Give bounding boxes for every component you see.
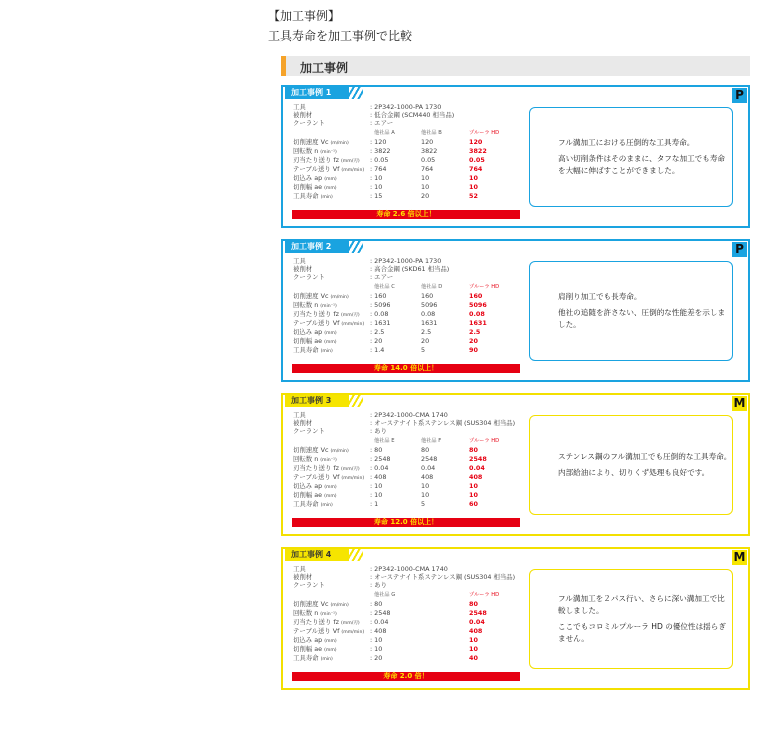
- value-competitor-1: : 2.5: [370, 328, 385, 336]
- value-plura-hd: 52: [469, 192, 478, 200]
- parameter-name: テーブル送り Vf: [293, 473, 340, 481]
- parameter-unit: (m/min): [330, 141, 349, 146]
- column-header: プルーラ HD: [469, 284, 500, 290]
- value-competitor-1: : 5096: [370, 301, 391, 309]
- value-plura-hd: 60: [469, 500, 478, 508]
- parameter-unit: (min⁻¹): [320, 458, 337, 463]
- comment-box: [529, 415, 733, 515]
- value-plura-hd: 120: [469, 138, 483, 146]
- value-plura-hd: 10: [469, 491, 478, 499]
- case-tag: 加工事例 2: [285, 241, 349, 253]
- value-plura-hd: 5096: [469, 301, 487, 309]
- value-competitor-2: 5: [421, 346, 426, 354]
- info-value: : オーステナイト系ステンレス鋼 (SUS304 相当品): [370, 573, 516, 581]
- column-header: 他社品 C: [374, 284, 395, 290]
- value-competitor-1: : 3822: [370, 147, 391, 155]
- parameter-name: テーブル送り Vf: [293, 165, 340, 173]
- result-banner: 寿命 2.0 倍！: [292, 672, 520, 681]
- info-label: 被削材: [293, 573, 313, 581]
- parameter-name: 回転数 n: [293, 301, 319, 309]
- column-header: プルーラ HD: [469, 592, 500, 598]
- value-plura-hd: 10: [469, 645, 478, 653]
- value-competitor-2: 0.05: [421, 156, 436, 164]
- case-card: [281, 239, 750, 382]
- value-competitor-2: 10: [421, 174, 430, 182]
- comment-text: 高い切削条件はそのままに、タフな加工でも寿命を大幅に伸ばすことができました。: [558, 154, 726, 175]
- value-competitor-2: 20: [421, 337, 430, 345]
- parameter-unit: (mm/刃): [340, 313, 360, 318]
- result-banner: 寿命 2.6 倍以上！: [292, 210, 520, 219]
- value-competitor-1: : 10: [370, 645, 383, 653]
- parameter-name: 切削幅 ae: [293, 491, 323, 499]
- comment-text: 他社の追随を許さない、圧倒的な性能差を示しました。: [558, 308, 726, 329]
- parameter-unit: (mm/min): [341, 476, 365, 481]
- info-value: : オーステナイト系ステンレス鋼 (SUS304 相当品): [370, 419, 516, 427]
- parameter-name: 切込み ap: [293, 328, 323, 336]
- info-value: : 2P342-1000-PA 1730: [370, 103, 442, 111]
- value-competitor-1: : 10: [370, 174, 383, 182]
- parameter-name: 刃当たり送り fz: [293, 310, 339, 318]
- value-competitor-1: : 0.08: [370, 310, 389, 318]
- value-competitor-1: : 408: [370, 473, 387, 481]
- parameter-unit: (min⁻¹): [320, 150, 337, 155]
- value-competitor-2: 1631: [421, 319, 438, 327]
- value-competitor-1: : 20: [370, 337, 383, 345]
- material-group-mark: P: [732, 88, 747, 103]
- parameter-label: [293, 500, 333, 510]
- column-header: プルーラ HD: [469, 438, 500, 444]
- parameter-label: [293, 192, 333, 202]
- parameter-unit: (min⁻¹): [320, 304, 337, 309]
- section-header: [281, 56, 750, 76]
- parameter-label: [293, 346, 333, 356]
- parameter-unit: (mm): [324, 485, 337, 490]
- value-plura-hd: 0.05: [469, 156, 485, 164]
- value-plura-hd: 3822: [469, 147, 487, 155]
- parameter-unit: (min): [320, 503, 333, 508]
- info-label: 工具: [293, 103, 306, 111]
- value-competitor-1: : 10: [370, 482, 383, 490]
- parameter-name: 刃当たり送り fz: [293, 156, 339, 164]
- parameter-name: 切削速度 Vc: [293, 600, 329, 608]
- value-competitor-1: : 408: [370, 627, 387, 635]
- page-subheading: 工具寿命を加工事例で比較: [268, 29, 413, 43]
- parameter-unit: (min): [320, 349, 333, 354]
- value-plura-hd: 2548: [469, 609, 487, 617]
- parameter-unit: (min): [320, 657, 333, 662]
- info-label: 工具: [293, 565, 306, 573]
- case-card: [281, 393, 750, 536]
- value-competitor-2: 5096: [421, 301, 438, 309]
- parameter-unit: (min): [320, 195, 333, 200]
- value-competitor-1: : 2548: [370, 609, 391, 617]
- parameter-unit: (m/min): [330, 449, 349, 454]
- tag-stripes: [341, 549, 363, 561]
- value-plura-hd: 160: [469, 292, 483, 300]
- value-competitor-2: 0.04: [421, 464, 436, 472]
- parameter-name: 回転数 n: [293, 609, 319, 617]
- value-competitor-1: : 764: [370, 165, 387, 173]
- parameter-unit: (min⁻¹): [320, 612, 337, 617]
- parameter-name: 工具寿命: [293, 192, 319, 200]
- parameter-unit: (mm/min): [341, 630, 365, 635]
- comment-text: 肩削り加工でも長寿命。: [558, 292, 642, 301]
- comment-text: ステンレス鋼のフル溝加工でも圧倒的な工具寿命。: [558, 452, 732, 461]
- value-plura-hd: 10: [469, 482, 478, 490]
- value-competitor-1: : 1631: [370, 319, 391, 327]
- tag-stripes: [341, 87, 363, 99]
- value-plura-hd: 10: [469, 174, 478, 182]
- page-heading: 【加工事例】: [268, 9, 341, 23]
- tag-stripes: [341, 241, 363, 253]
- case-tag: 加工事例 3: [285, 395, 349, 407]
- value-plura-hd: 408: [469, 627, 483, 635]
- value-plura-hd: 764: [469, 165, 483, 173]
- parameter-unit: (mm/刃): [340, 467, 360, 472]
- value-plura-hd: 10: [469, 183, 478, 191]
- parameter-unit: (mm): [324, 186, 337, 191]
- value-competitor-2: 2548: [421, 455, 438, 463]
- info-label: クーラント: [293, 581, 325, 589]
- parameter-name: 切削幅 ae: [293, 183, 323, 191]
- info-label: クーラント: [293, 119, 325, 127]
- value-competitor-1: : 2548: [370, 455, 391, 463]
- tag-stripes: [341, 395, 363, 407]
- value-plura-hd: 1631: [469, 319, 487, 327]
- value-competitor-1: : 10: [370, 491, 383, 499]
- value-competitor-2: 20: [421, 192, 430, 200]
- parameter-name: テーブル送り Vf: [293, 319, 340, 327]
- parameter-unit: (m/min): [330, 295, 349, 300]
- value-competitor-2: 10: [421, 491, 430, 499]
- parameter-name: テーブル送り Vf: [293, 627, 340, 635]
- value-competitor-1: : 10: [370, 636, 383, 644]
- case-card: [281, 85, 750, 228]
- info-value: : あり: [370, 581, 387, 589]
- parameter-name: 切削幅 ae: [293, 337, 323, 345]
- value-competitor-1: : 80: [370, 446, 383, 454]
- material-group-mark: M: [733, 550, 746, 564]
- parameter-name: 回転数 n: [293, 147, 319, 155]
- info-value: : 高合金鋼 (SKD61 相当品): [370, 265, 450, 273]
- parameter-unit: (mm/min): [341, 322, 365, 327]
- parameter-unit: (mm/刃): [340, 621, 360, 626]
- value-competitor-2: 408: [421, 473, 434, 481]
- info-label: クーラント: [293, 273, 325, 281]
- value-competitor-2: 0.08: [421, 310, 436, 318]
- value-competitor-2: 160: [421, 292, 434, 300]
- column-header: 他社品 A: [374, 130, 395, 136]
- parameter-name: 切込み ap: [293, 174, 323, 182]
- parameter-unit: (mm): [324, 648, 337, 653]
- column-header: 他社品 D: [421, 284, 443, 290]
- parameter-unit: (mm): [324, 331, 337, 336]
- value-competitor-2: 764: [421, 165, 434, 173]
- value-plura-hd: 0.08: [469, 310, 485, 318]
- column-header: 他社品 B: [421, 130, 442, 136]
- parameter-name: 切削幅 ae: [293, 645, 323, 653]
- info-value: : 低合金鋼 (SCM440 相当品): [370, 111, 455, 119]
- value-competitor-1: : 0.04: [370, 464, 389, 472]
- parameter-unit: (mm): [324, 639, 337, 644]
- parameter-label: [293, 654, 333, 664]
- parameter-name: 切込み ap: [293, 482, 323, 490]
- value-plura-hd: 0.04: [469, 618, 485, 626]
- value-competitor-2: 2.5: [421, 328, 432, 336]
- value-plura-hd: 2548: [469, 455, 487, 463]
- parameter-unit: (m/min): [330, 603, 349, 608]
- info-value: : あり: [370, 427, 387, 435]
- info-label: 工具: [293, 411, 306, 419]
- comment-text: フル溝加工を２パス行い、さらに深い溝加工で比較しました。: [558, 594, 725, 615]
- case-tag: 加工事例 4: [285, 549, 349, 561]
- value-competitor-2: 10: [421, 482, 430, 490]
- parameter-name: 工具寿命: [293, 346, 319, 354]
- parameter-name: 回転数 n: [293, 455, 319, 463]
- value-plura-hd: 20: [469, 337, 478, 345]
- value-plura-hd: 2.5: [469, 328, 481, 336]
- parameter-name: 刃当たり送り fz: [293, 618, 339, 626]
- column-header: プルーラ HD: [469, 130, 500, 136]
- info-label: 被削材: [293, 419, 313, 427]
- value-plura-hd: 0.04: [469, 464, 485, 472]
- value-competitor-1: : 0.04: [370, 618, 389, 626]
- comment-box: [529, 261, 733, 361]
- info-label: 工具: [293, 257, 306, 265]
- value-plura-hd: 408: [469, 473, 483, 481]
- parameter-name: 工具寿命: [293, 500, 319, 508]
- parameter-unit: (mm/min): [341, 168, 365, 173]
- comment-text: 内部給油により、切りくず処理も良好です。: [558, 468, 710, 477]
- info-label: 被削材: [293, 265, 313, 273]
- value-plura-hd: 40: [469, 654, 478, 662]
- column-header: 他社品 F: [421, 438, 442, 444]
- case-card: [281, 547, 750, 690]
- comment-box: [529, 107, 733, 207]
- parameter-unit: (mm/刃): [340, 159, 360, 164]
- value-competitor-1: : 80: [370, 600, 383, 608]
- info-value: : 2P342-1000-CMA 1740: [370, 411, 448, 419]
- comment-text: フル溝加工における圧倒的な工具寿命。: [558, 138, 695, 147]
- column-header: 他社品 E: [374, 438, 395, 444]
- parameter-name: 切削速度 Vc: [293, 138, 329, 146]
- value-competitor-1: : 10: [370, 183, 383, 191]
- comment-text: ここでもコロミルプルーラ HD の優位性は揺らぎません。: [558, 622, 726, 643]
- value-competitor-2: 5: [421, 500, 426, 508]
- info-value: : 2P342-1000-CMA 1740: [370, 565, 448, 573]
- parameter-unit: (mm): [324, 177, 337, 182]
- info-label: クーラント: [293, 427, 325, 435]
- value-plura-hd: 10: [469, 636, 478, 644]
- parameter-name: 切込み ap: [293, 636, 323, 644]
- material-group-mark: M: [733, 396, 746, 410]
- value-plura-hd: 90: [469, 346, 478, 354]
- value-competitor-1: : 15: [370, 192, 383, 200]
- material-group-mark: P: [732, 242, 747, 257]
- comment-box: [529, 569, 733, 669]
- value-competitor-1: : 0.05: [370, 156, 389, 164]
- parameter-name: 切削速度 Vc: [293, 446, 329, 454]
- value-plura-hd: 80: [469, 446, 478, 454]
- info-label: 被削材: [293, 111, 313, 119]
- parameter-name: 工具寿命: [293, 654, 319, 662]
- parameter-unit: (mm): [324, 340, 337, 345]
- value-competitor-1: : 160: [370, 292, 387, 300]
- value-competitor-1: : 1: [370, 500, 379, 508]
- value-competitor-2: 80: [421, 446, 430, 454]
- value-competitor-1: : 20: [370, 654, 383, 662]
- section-title: 加工事例: [300, 61, 349, 75]
- info-value: : エアー: [370, 119, 394, 127]
- value-competitor-1: : 1.4: [370, 346, 385, 354]
- column-header: 他社品 G: [374, 592, 396, 598]
- case-tag: 加工事例 1: [285, 87, 349, 99]
- result-banner: 寿命 12.0 倍以上！: [292, 518, 520, 527]
- parameter-name: 刃当たり送り fz: [293, 464, 339, 472]
- value-competitor-2: 10: [421, 183, 430, 191]
- info-value: : エアー: [370, 273, 394, 281]
- info-value: : 2P342-1000-PA 1730: [370, 257, 442, 265]
- parameter-name: 切削速度 Vc: [293, 292, 329, 300]
- parameter-unit: (mm): [324, 494, 337, 499]
- value-competitor-2: 120: [421, 138, 434, 146]
- result-banner: 寿命 14.0 倍以上！: [292, 364, 520, 373]
- value-plura-hd: 80: [469, 600, 478, 608]
- value-competitor-1: : 120: [370, 138, 387, 146]
- value-competitor-2: 3822: [421, 147, 438, 155]
